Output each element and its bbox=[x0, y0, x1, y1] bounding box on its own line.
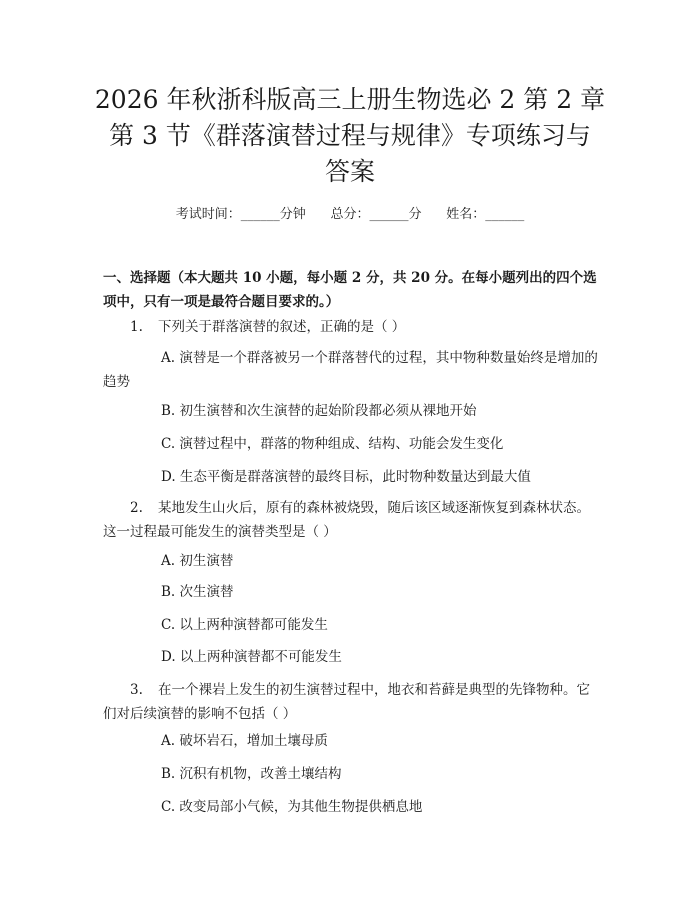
question-2-option-d: D. 以上两种演替都不可能发生 bbox=[161, 649, 342, 665]
question-2-option-b: B. 次生演替 bbox=[161, 584, 234, 600]
question-number: 1. bbox=[130, 319, 143, 335]
question-1-option-c: C. 演替过程中，群落的物种组成、结构、功能会发生变化 bbox=[161, 436, 504, 452]
question-2-option-a: A. 初生演替 bbox=[161, 553, 234, 569]
title-line-2: 第 3 节《群落演替过程与规律》专项练习与 bbox=[109, 121, 591, 150]
question-1-option-d: D. 生态平衡是群落演替的最终目标，此时物种数量达到最大值 bbox=[161, 469, 531, 485]
title-line-3: 答案 bbox=[324, 157, 375, 186]
section-heading: 一、选择题（本大题共 10 小题，每小题 2 分，共 20 分。在每小题列出的四个选项中，只有一项是最符合题目要求的。） bbox=[103, 270, 597, 310]
document-title bbox=[60, 82, 640, 190]
question-text: 下列关于群落演替的叙述，正确的是（ ） bbox=[158, 319, 406, 335]
question-3 bbox=[103, 678, 603, 726]
question-1 bbox=[103, 315, 603, 339]
question-3-option-a: A. 破坏岩石，增加土壤母质 bbox=[161, 733, 328, 749]
question-2 bbox=[103, 496, 603, 544]
question-text: 某地发生山火后，原有的森林被烧毁，随后该区域逐渐恢复到森林状态。这一过程最可能发生的演替类型是（ ） bbox=[103, 500, 590, 540]
question-1-option-b: B. 初生演替和次生演替的起始阶段都必须从裸地开始 bbox=[161, 403, 477, 419]
question-number: 2. bbox=[130, 500, 143, 516]
question-3-option-c: C. 改变局部小气候，为其他生物提供栖息地 bbox=[161, 799, 423, 815]
question-number: 3. bbox=[130, 682, 143, 698]
title-line-1: 2026 年秋浙科版高三上册生物选必 2 第 2 章 bbox=[94, 85, 606, 114]
question-1-option-a: A. 演替是一个群落被另一个群落替代的过程，其中物种数量始终是增加的趋势 bbox=[103, 350, 598, 390]
question-text: 在一个裸岩上发生的初生演替过程中，地衣和苔藓是典型的先锋物种。它们对后续演替的影响不包括（ ） bbox=[103, 682, 590, 722]
exam-info-line: 考试时间：______分钟 总分：______分 姓名：______ bbox=[175, 207, 525, 222]
question-3-option-b: B. 沉积有机物，改善土壤结构 bbox=[161, 766, 342, 782]
question-2-option-c: C. 以上两种演替都可能发生 bbox=[161, 617, 328, 633]
